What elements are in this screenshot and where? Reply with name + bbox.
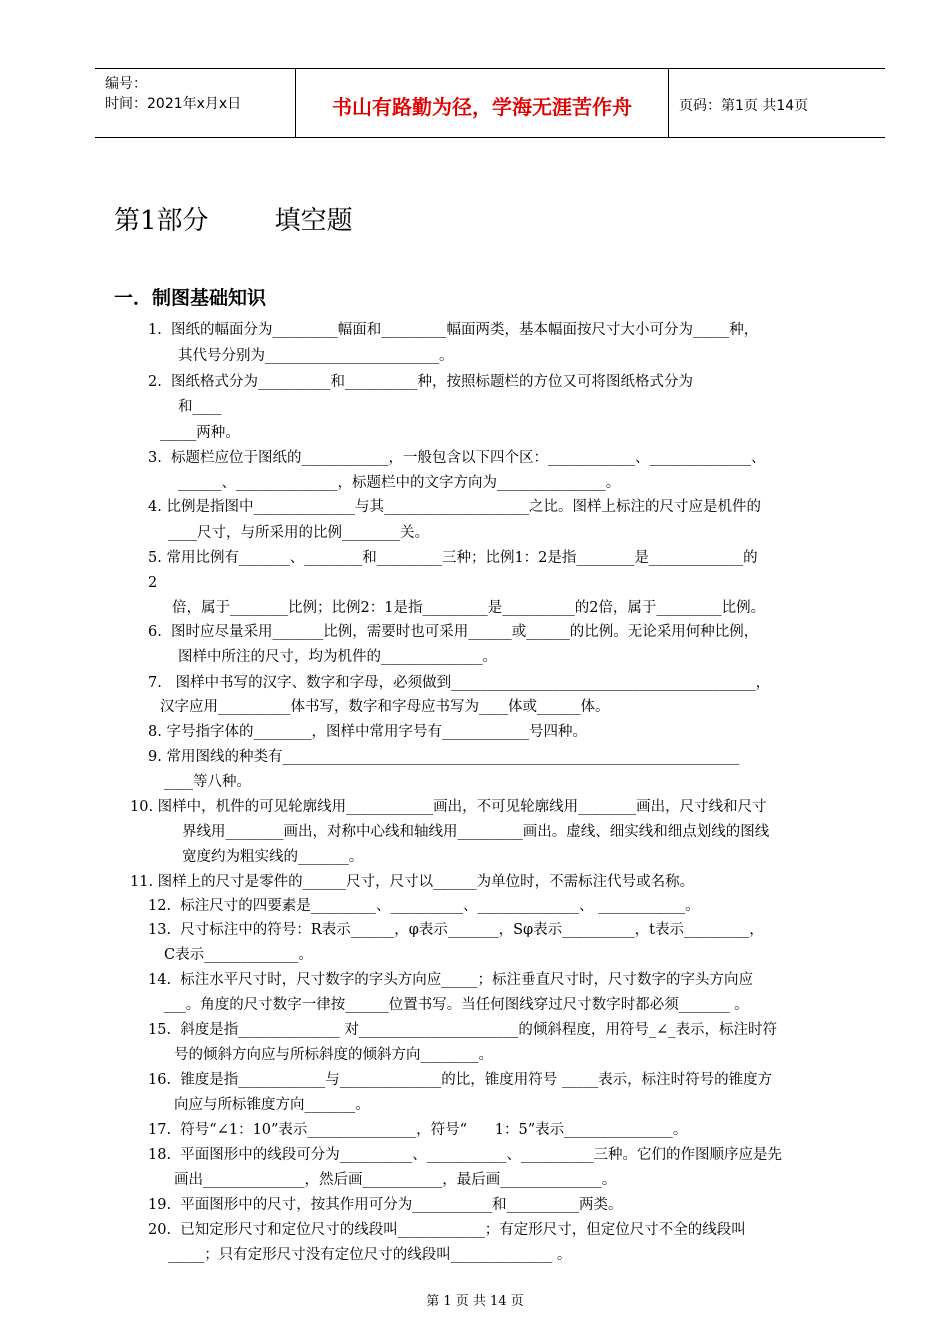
question-line: 汉字应用__________体书写，数字和字母应书写为____体或______体。 bbox=[160, 699, 610, 715]
question-line: 17. 符号“∠1：10”表示_______________，符号“ 1：5”表示_______________。 bbox=[148, 1122, 688, 1138]
question-line: 1. 图纸的幅面分为_________幅面和_________幅面两类，基本幅面按尺寸大小可分为_____种， bbox=[148, 322, 759, 338]
question-line: 13. 尺寸标注中的符号：R表示______，φ表示_______，Sφ表示__________，t表示_________， bbox=[148, 922, 764, 938]
question-line: 12. 标注尺寸的四要素是_________、__________、______________、 ____________。 bbox=[148, 898, 700, 914]
page-info: 页码：第1页 共14页 bbox=[679, 98, 809, 114]
question-line: _____；只有定形尺寸没有定位尺寸的线段叫______________ 。 bbox=[168, 1247, 572, 1263]
question-line: ____等八种。 bbox=[164, 774, 251, 790]
page-header bbox=[95, 68, 885, 138]
question-line: 3. 标题栏应位于图纸的____________，一般包含以下四个区：____________、______________、 bbox=[148, 450, 766, 466]
page-footer: 第 1 页 共 14 页 bbox=[426, 1294, 524, 1309]
question-line: _____两种。 bbox=[160, 425, 240, 441]
header-motto-cell bbox=[296, 69, 669, 137]
question-line: 宽度约为粗实线的_______。 bbox=[182, 849, 364, 865]
question-line: 倍，属于________比例；比例2：1是指_________是__________的2倍，属于_________比例。 bbox=[172, 600, 766, 616]
question-line: 2 bbox=[148, 575, 158, 591]
question-line: 其代号分别为________________________。 bbox=[178, 348, 454, 364]
question-line: 界线用________画出，对称中心线和轴线用_________画出。虚线、细实线和细点划线的图线 bbox=[182, 824, 770, 840]
question-line: 20. 已知定形尺寸和定位尺寸的线段叫____________；有定形尺寸，但定位尺寸不全的线段叫 bbox=[148, 1222, 746, 1238]
question-line: 7. 图样中书写的汉字、数字和字母，必须做到__________________________________________， bbox=[148, 675, 771, 691]
time-label: 时间：2021年x月x日 bbox=[105, 96, 242, 112]
question-line: 16. 锥度是指____________与______________的比，锥度用符号 _____表示，标注时符号的锥度方 bbox=[148, 1072, 773, 1088]
question-line: 14. 标注水平尺寸时，尺寸数字的字头方向应_____；标注垂直尺寸时，尺寸数字的字头方向应 bbox=[148, 972, 754, 988]
question-line: 图样中所注的尺寸，均为机件的______________。 bbox=[178, 649, 497, 665]
question-line: 4. 比例是指图中______________与其____________________之比。图样上标注的尺寸应是机件的 bbox=[148, 499, 761, 515]
question-line: 5. 常用比例有_______、________和_________三种；比例1：2是指________是_____________的 bbox=[148, 550, 758, 566]
question-line: C表示_____________。 bbox=[164, 947, 313, 963]
question-line: ____尺寸，与所采用的比例________关。 bbox=[168, 525, 429, 541]
question-line: 10. 图样中，机件的可见轮廓线用____________画出，不可见轮廓线用________画出，尺寸线和尺寸 bbox=[130, 799, 767, 815]
question-line: 8. 字号指字体的________，图样中常用字号有____________号四种。 bbox=[148, 724, 587, 740]
question-line: 9. 常用图线的种类有_______________________________________________________________ bbox=[148, 749, 740, 765]
part-title: 第1部分 填空题 bbox=[114, 206, 353, 236]
section-title: 一．制图基础知识 bbox=[114, 287, 267, 309]
number-label: 编号： bbox=[105, 76, 147, 92]
question-line: 和____ bbox=[178, 399, 222, 415]
question-line: 2. 图纸格式分为__________和__________种，按照标题栏的方位又可将图纸格式分为 bbox=[148, 374, 694, 390]
question-line: ______、______________，标题栏中的文字方向为_______________。 bbox=[178, 475, 621, 491]
question-line: 号的倾斜方向应与所标斜度的倾斜方向________。 bbox=[174, 1047, 493, 1063]
question-line: 11. 图样上的尺寸是零件的______尺寸，尺寸以______为单位时，不需标注代号或名称。 bbox=[130, 874, 695, 890]
question-line: 19. 平面图形中的尺寸，按其作用可分为___________和__________两类。 bbox=[148, 1197, 623, 1213]
question-line: 6. 图时应尽量采用_______比例，需要时也可采用______或______的比例。无论采用何种比例， bbox=[148, 624, 759, 640]
header-page-cell bbox=[669, 69, 885, 137]
question-line: 18. 平面图形中的线段可分为__________、___________、__________三种。它们的作图顺序应是先 bbox=[148, 1147, 783, 1163]
motto-text: 书山有路勤为径，学海无涯苦作舟 bbox=[332, 95, 632, 119]
question-line: 15. 斜度是指______________ 对______________________的倾斜程度，用符号_∠_表示，标注时符 bbox=[148, 1022, 778, 1038]
question-line: 向应与所标锥度方向_______。 bbox=[174, 1097, 370, 1113]
question-line: 画出______________，然后画___________，最后画______________。 bbox=[174, 1172, 617, 1188]
header-meta-cell bbox=[95, 69, 296, 137]
question-line: ___。角度的尺寸数字一律按______位置书写。当任何图线穿过尺寸数字时都必须_______ 。 bbox=[164, 997, 749, 1013]
